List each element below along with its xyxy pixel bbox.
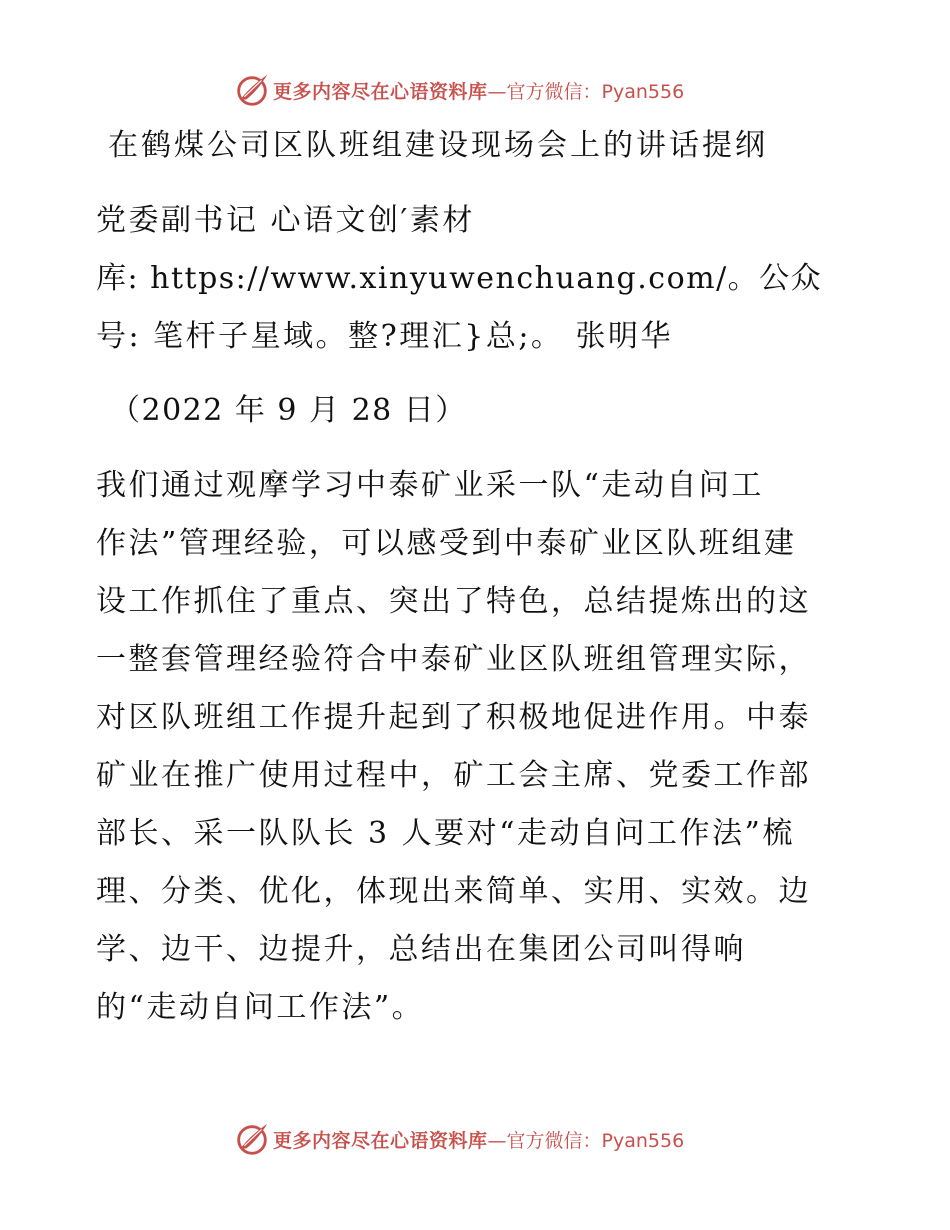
- author-line-1: 党委副书记 心语文创′素材: [96, 203, 475, 238]
- body-line-9: 学、边干、边提升，总结出在集团公司叫得响: [96, 932, 746, 967]
- footer-banner-wechat: —官方微信：Pyan556: [487, 1129, 685, 1152]
- body-line-4: 一整套管理经验符合中泰矿业区队班组管理实际，: [96, 642, 811, 677]
- footer-banner-text: 更多内容尽在心语资料库: [273, 1129, 488, 1152]
- author-line-2: 库: https://www.xinyuwenchuang.com/。公众: [96, 261, 823, 296]
- quill-logo-icon: [233, 71, 271, 109]
- body-line-8: 理、分类、优化，体现出来简单、实用、实效。边: [96, 874, 811, 909]
- header-watermark-banner: [233, 70, 684, 110]
- body-line-5: 对区队班组工作提升起到了积极地促进作用。中泰: [96, 700, 811, 735]
- body-line-3: 设工作抓住了重点、突出了特色，总结提炼出的这: [96, 584, 811, 619]
- body-line-1: 我们通过观摩学习中泰矿业采一队“走动自问工: [96, 468, 764, 503]
- body-line-6: 矿业在推广使用过程中，矿工会主席、党委工作部: [96, 758, 811, 793]
- footer-watermark-banner: [233, 1119, 684, 1159]
- quill-logo-icon: [233, 1120, 271, 1158]
- document-title: 在鹤煤公司区队班组建设现场会上的讲话提纲: [108, 128, 768, 163]
- body-line-10: 的“走动自问工作法”。: [96, 990, 425, 1025]
- body-line-2: 作法”管理经验，可以感受到中泰矿业区队班组建: [96, 526, 797, 561]
- document-date: （2022 年 9 月 28 日）: [110, 393, 467, 428]
- author-line-3: 号: 笔杆子星域。整?理汇}总;。 张明华: [96, 319, 673, 354]
- header-banner-text: 更多内容尽在心语资料库: [273, 80, 488, 103]
- body-line-7: 部长、采一队队长 3 人要对“走动自问工作法”梳: [96, 816, 795, 851]
- header-banner-wechat: —官方微信：Pyan556: [487, 80, 685, 103]
